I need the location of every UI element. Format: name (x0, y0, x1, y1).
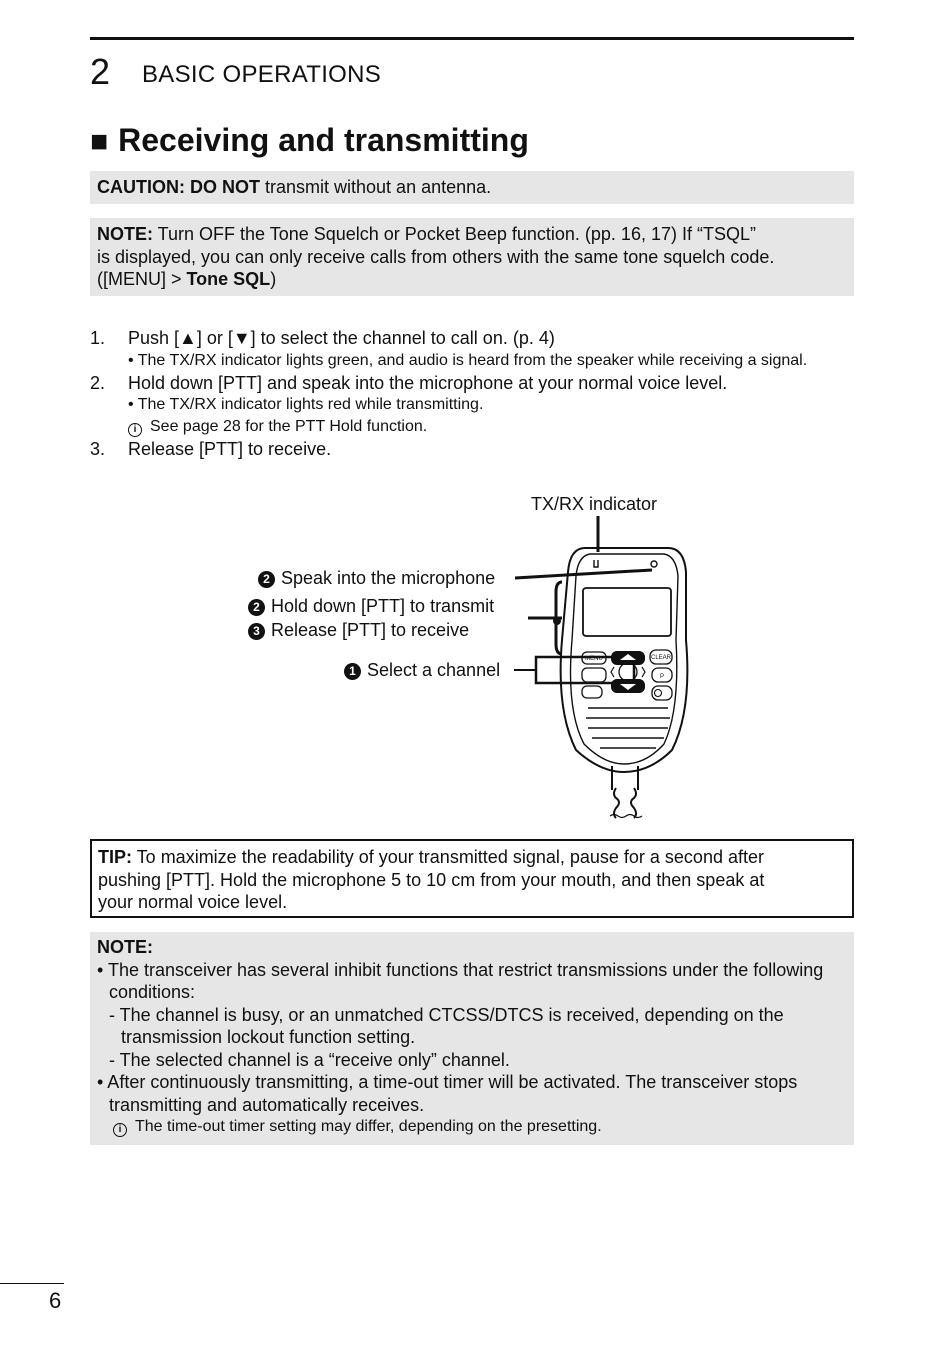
note-label: NOTE: (97, 224, 153, 244)
callout-hold-text: Hold down [PTT] to transmit (271, 596, 495, 616)
step-2-detail-text: • The TX/RX indicator lights red while transmitting. (128, 396, 484, 413)
step-2 (90, 372, 854, 395)
clear-key-label: CLEAR (650, 655, 672, 661)
note-line-2: is displayed, you can only receive calls from others with the same tone squelch code. (97, 246, 775, 267)
chapter-title: BASIC OPERATIONS (142, 61, 382, 88)
callout-speak-text: Speak into the microphone (281, 568, 496, 588)
note-bullet-2: • After continuously transmitting, a time-out timer will be activated. The transceiver stops transmitting and automatically receives. (97, 1072, 798, 1115)
note-info-text: The time-out timer setting may differ, depending on the presetting. (135, 1118, 602, 1135)
p-key-label: P (659, 674, 665, 680)
square-bullet-icon: ■ (90, 125, 109, 158)
section-title (90, 120, 529, 162)
step-number: 2. (90, 372, 106, 393)
step-2-detail (90, 394, 854, 416)
note-bullet-1: • The transceiver has several inhibit functions that restrict transmissions under the following conditions: (97, 959, 824, 1002)
step-1-detail-text: • The TX/RX indicator lights green, and audio is heard from the speaker while receiving a signal. (128, 351, 808, 369)
section-title-text: Receiving and transmitting (118, 122, 529, 158)
note-dash-1: - The channel is busy, or an unmatched CTCSS/DTCS is received, depending on the transmission lockout function setting. (109, 1004, 784, 1047)
callout-number-1-icon: 1 (344, 663, 361, 680)
note-dash-2: - The selected channel is a “receive only” channel. (109, 1049, 510, 1070)
footer-rule (0, 1283, 64, 1284)
lcd-display (583, 588, 671, 636)
callout-select-text: Select a channel (367, 660, 501, 680)
note-info (97, 1116, 847, 1138)
info-icon: i (113, 1123, 127, 1137)
step-2-info (90, 416, 854, 438)
tip-line-3: your normal voice level. (98, 892, 288, 912)
callout-number-3-icon: 3 (248, 623, 265, 640)
step-text: Push [▲] or [▼] to select the channel to call on. (p. 4) (128, 328, 555, 348)
caution-box (90, 171, 854, 204)
note-line-3-post: ) (270, 269, 277, 289)
tip-line-1: To maximize the readability of your transmitted signal, pause for a second after (132, 847, 764, 867)
info-icon: i (128, 423, 142, 437)
step-1-detail (90, 350, 854, 372)
caution-text: transmit without an antenna. (260, 177, 492, 197)
callout-release-text: Release [PTT] to receive (271, 620, 470, 640)
note-line-3-pre: ([MENU] > (97, 269, 187, 289)
callout-number-2-icon: 2 (248, 599, 265, 616)
step-text: Release [PTT] to receive. (128, 439, 332, 459)
coiled-cord (614, 788, 636, 818)
note-line-1: Turn OFF the Tone Squelch or Pocket Beep function. (pp. 16, 17) If “TSQL” (153, 224, 756, 244)
step-1 (90, 327, 854, 350)
mic-hole-icon (651, 561, 657, 567)
caution-label: CAUTION: (97, 177, 185, 197)
tip-label: TIP: (98, 847, 132, 867)
scan-key (582, 668, 606, 682)
page-number: 6 (49, 1288, 62, 1313)
step-number: 3. (90, 439, 106, 459)
note-label: NOTE: (97, 937, 153, 957)
note-box-tone-squelch (90, 218, 854, 296)
tip-line-2: pushing [PTT]. Hold the microphone 5 to 10 cm from your mouth, and then speak at (98, 869, 765, 890)
left-key (582, 686, 602, 698)
ptt-marker (553, 617, 561, 625)
step-3 (90, 438, 854, 461)
step-number: 1. (90, 328, 106, 348)
power-icon (655, 690, 662, 697)
note-box-inhibit (90, 932, 854, 1145)
procedure-steps (90, 327, 854, 461)
step-2-info-text: See page 28 for the PTT Hold function. (150, 418, 428, 435)
chapter-number: 2 (90, 51, 111, 92)
callout-number-2-icon: 2 (258, 571, 275, 588)
menu-item-tone-sql: Tone SQL (186, 269, 271, 289)
left-right-arrows-icon (611, 667, 645, 677)
cord-strain-relief (612, 766, 638, 790)
txrx-indicator-label: TX/RX indicator (531, 494, 658, 514)
caution-emphasis: DO NOT (190, 177, 261, 197)
txrx-lamp-icon (594, 560, 598, 567)
tip-box (90, 839, 854, 918)
microphone-illustration (240, 490, 760, 820)
step-text: Hold down [PTT] and speak into the microphone at your normal voice level. (128, 372, 728, 393)
header-rule (90, 37, 854, 40)
microphone-figure (240, 490, 760, 820)
speaker-grille (586, 708, 670, 748)
speak-leader-line (515, 570, 652, 578)
menu-key-label: MENU (585, 656, 603, 662)
